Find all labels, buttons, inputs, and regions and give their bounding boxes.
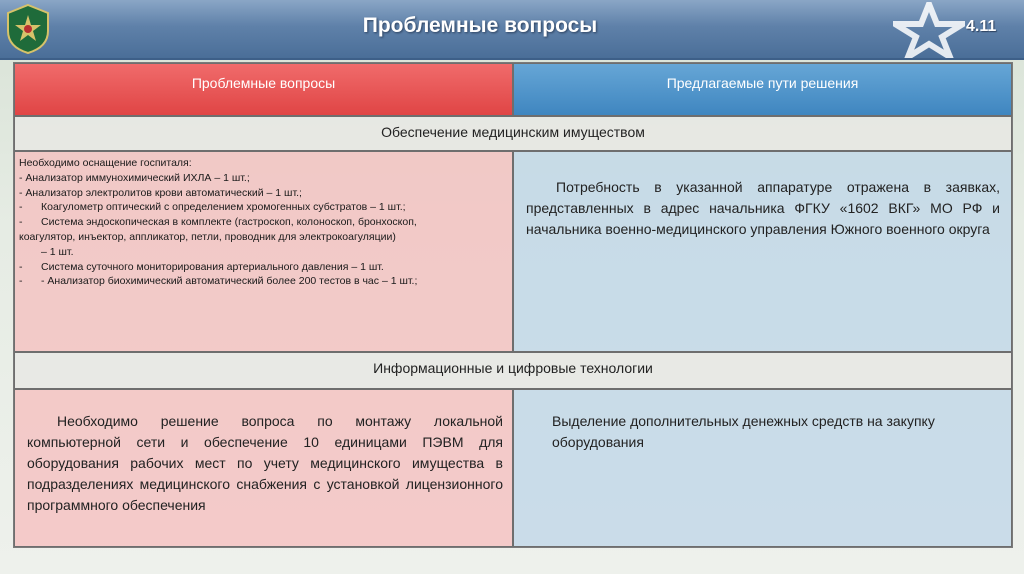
list-item-continuation: коагулятор, инъектор, аппликатор, петли, проводник для электрокоагуляции) [19,230,396,243]
solution-cell-equipment [513,151,1012,352]
list-item: - Система эндоскопическая в комплекте (гастроскоп, колоноскоп, бронхоскоп, [19,216,417,229]
equipment-list-intro: Необходимо оснащение госпиталя: [19,157,192,169]
slide-title: Проблемные вопросы [362,14,598,37]
section-header-it [14,352,1012,389]
list-item: - - Анализатор биохимический автоматический более 200 тестов в час – 1 шт.; [19,275,418,288]
solution-cell-it [513,389,1012,547]
slide-number: 4.11 [966,18,997,35]
column-header-solutions [513,63,1012,116]
problem-cell-it [14,389,513,547]
equipment-list [19,156,509,289]
red-star-logo-icon [893,2,965,58]
list-item: - Система суточного мониторирования артериального давления – 1 шт. [19,260,384,273]
column-header-problems [14,63,513,116]
section-title: Обеспечение медицинским имуществом [381,124,645,140]
column-header-solutions-label: Предлагаемые пути решения [666,75,859,91]
list-item: - Коагулометр оптический с определением хромогенных субстратов – 1 шт.; [19,201,406,214]
list-item-continuation: – 1 шт. [41,245,74,258]
problem-text: Необходимо решение вопроса по монтажу локальной компьютерной сети и обеспечение 10 единицами ПЭВМ для оборудования рабочих мест по учету медицинского имущества в подразделениях медицинского снабжения с установкой лицензионного программного обеспечения [27,413,503,513]
section-title: Информационные и цифровые технологии [373,360,653,376]
problem-cell-equipment [14,151,513,352]
list-item: - Анализатор иммунохимический ИХЛА – 1 шт.; [19,171,250,184]
section-header-medical-supply [14,116,1012,151]
column-header-problems-label: Проблемные вопросы [191,75,336,91]
solution-text: Выделение дополнительных денежных средств на закупку оборудования [552,413,935,450]
slide-header [0,0,1024,60]
list-item: - Анализатор электролитов крови автоматический – 1 шт.; [19,186,302,199]
issues-table [13,62,1013,548]
solution-text: Потребность в указанной аппаратуре отражена в заявках, представленных в адрес начальника ФГКУ «1602 ВКГ» МО РФ и начальника военно-медицинского управления Южного военного округа [526,179,1000,237]
